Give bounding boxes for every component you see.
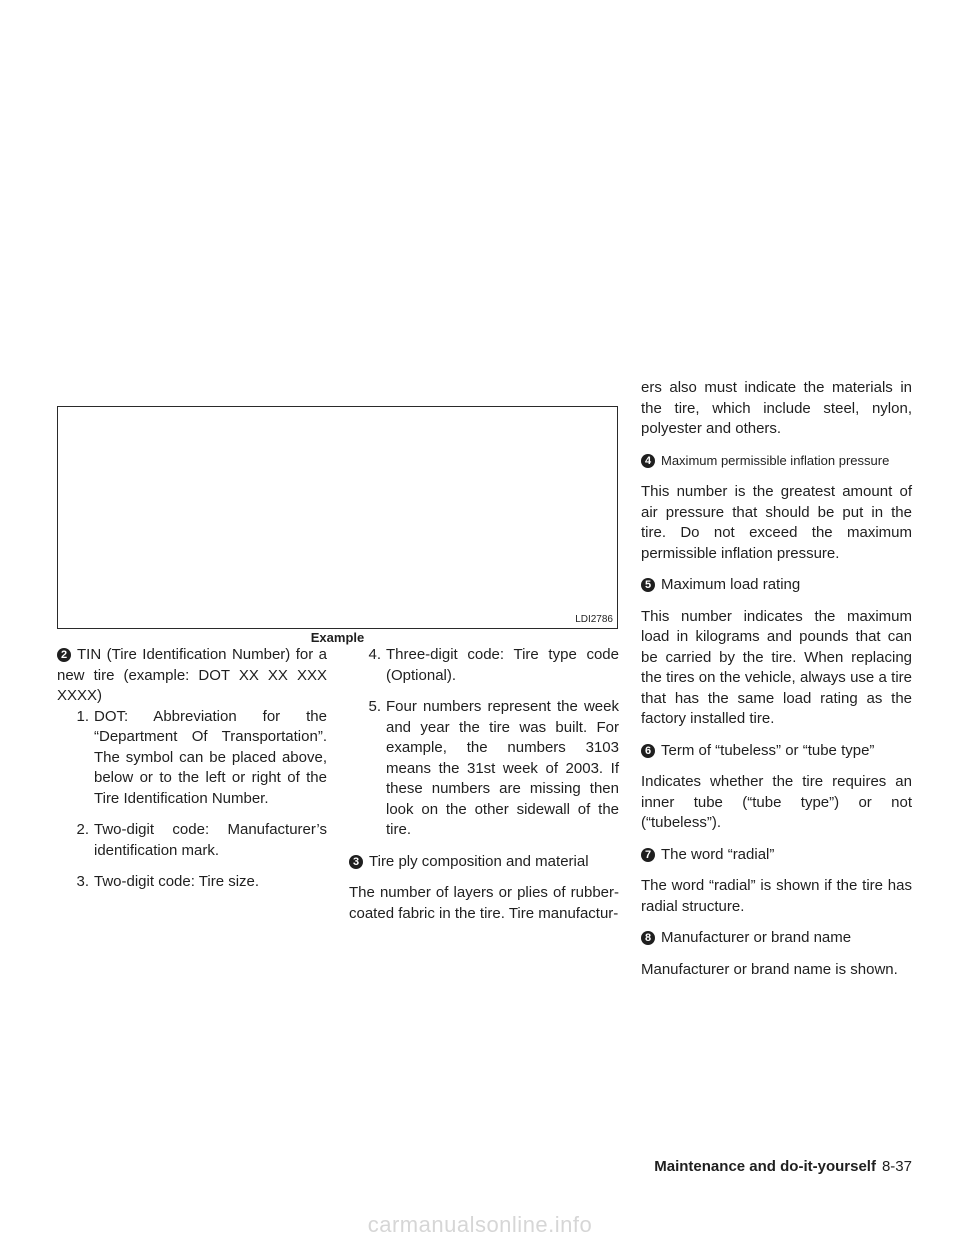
page-number: 8-37 [881, 1158, 912, 1175]
column-2 [349, 645, 619, 924]
list-item-2: 2. Two-digit code: Manufacturer’s identification mark. [76, 821, 327, 859]
callout-3-icon: 3 [349, 855, 363, 869]
tubeless-body: Indicates whether the tire requires an inner tube (“tube type”) or not (“tubeless”). [641, 773, 912, 831]
brand-heading: 8 Manufacturer or brand name [641, 928, 912, 949]
list-item-1: 1. DOT: Abbreviation for the “Department Of Transportation”. The symbol can be placed above, below or to the left or right of the Tire Identification Number. [76, 707, 327, 807]
brand-body: Manufacturer or brand name is shown. [641, 960, 898, 978]
footer-section-title: Maintenance and do-it-yourself [654, 1158, 876, 1175]
figure-code: LDI2786 [575, 614, 613, 625]
ply-heading: 3 Tire ply composition and material [349, 852, 619, 873]
radial-body: The word “radial” is shown if the tire has radial structure. [641, 877, 912, 915]
tubeless-heading: 6 Term of “tubeless” or “tube type” [641, 741, 912, 762]
watermark: carmanualsonline.info [367, 1212, 593, 1237]
load-body: This number indicates the maximum load in kilograms and pounds that can be carried by the tire. When replacing the tires on the vehicle, always use a tire that has the same load rating as the factory installed tire. [641, 607, 912, 727]
list-item-3: 3. Two-digit code: Tire size. [76, 873, 260, 890]
ply-body-continued: ers also must indicate the materials in the tire, which include steel, nylon, polyester and others. [641, 379, 912, 437]
callout-6-icon: 6 [641, 744, 655, 758]
figure-caption: Example [310, 630, 365, 645]
tin-heading: 2 TIN (Tire Identification Number) for a new tire (example: DOT XX XX XXX XXXX) [57, 646, 327, 704]
callout-5-icon: 5 [641, 578, 655, 592]
list-item-5: 5. Four numbers represent the week and year the tire was built. For example, the numbers 3103 means the 31st week of 2003. If these numbers are missing then look on the other sidewall of the tire. [368, 698, 619, 838]
column-3 [641, 378, 912, 980]
callout-2-icon: 2 [57, 648, 71, 662]
load-heading: 5 Maximum load rating [641, 575, 912, 596]
ply-body: The number of layers or plies of rubber-coated fabric in the tire. Tire manufactur- [349, 884, 619, 922]
radial-heading: 7 The word “radial” [641, 845, 912, 866]
column-1 [57, 645, 327, 893]
illustration-frame [57, 406, 618, 629]
callout-4-icon: 4 [641, 454, 655, 468]
list-item-4: 4. Three-digit code: Tire type code (Optional). [368, 646, 619, 684]
callout-7-icon: 7 [641, 848, 655, 862]
callout-8-icon: 8 [641, 931, 655, 945]
pressure-heading: 4 Maximum permissible inflation pressure [641, 451, 912, 472]
page-footer [654, 1158, 912, 1175]
pressure-body: This number is the greatest amount of air pressure that should be put in the tire. Do not exceed the maximum permissible inflation pressure. [641, 483, 912, 562]
